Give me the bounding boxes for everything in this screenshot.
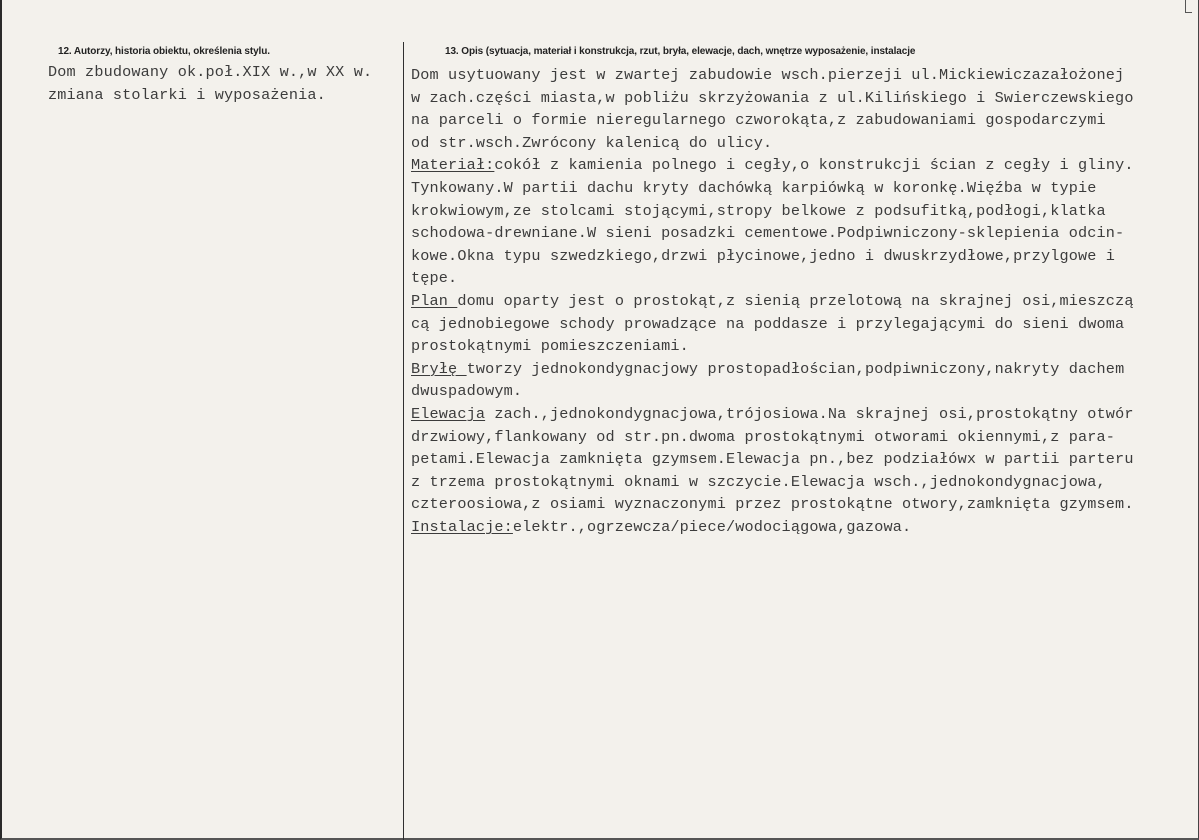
line-text: tworzy jednokondygnacjowy prostopadłościan,podpiwniczony,nakryty dachem (466, 359, 1125, 378)
line-text: domu oparty jest o prostokąt,z sienią przelotową na skrajnej osi,mieszczą (457, 291, 1134, 310)
line-text: dwuspadowym. (411, 382, 523, 401)
line-text: drzwiowy,flankowany od str.pn.dwoma prostokątnymi otworami okiennymi,z para- (411, 427, 1116, 446)
line-text: Dom usytuowany jest w zwartej zabudowie wsch.pierzeji ul.Mickiewiczazałożonej (411, 66, 1125, 84)
line-text: elektr.,ogrzewcza/piece/wodociągowa,gazowa. (512, 517, 912, 536)
line-text: Tynkowany.W partii dachu kryty dachówką karpiówką w koronkę.Więźba w typie (411, 178, 1097, 197)
text-line: zmiana stolarki i wyposażenia. (48, 85, 326, 104)
section-13-header: 13. Opis (sytuacja, materiał i konstrukcja, rzut, bryła, elewacje, dach, wnętrze wyposażenie, instalacje (445, 46, 916, 57)
line-text: schodowa-drewniane.W sieni posadzki cementowe.Podpiwniczony-sklepienia odcin- (411, 224, 1125, 243)
section-13-text (411, 64, 1197, 538)
text-line (411, 222, 1197, 245)
text-line (411, 335, 1197, 358)
card-corner-mark (1185, 0, 1192, 13)
label-elewacja: Elewacja (411, 404, 486, 423)
line-text: na parceli o formie nieregularnego czworokąta,z zabudowaniami gospodarczymi (411, 111, 1106, 130)
line-text: czteroosiowa,z osiami wyznaczonymi przez prostokątne otwory,zamknięta gzymsem. (411, 495, 1134, 514)
line-text: w zach.części miasta,w pobliżu skrzyżowania z ul.Kilińskiego i Swierczewskiego (411, 88, 1134, 107)
text-line (411, 132, 1197, 155)
text-line (411, 403, 1197, 426)
text-line (411, 380, 1197, 403)
line-text: cą jednobiegowe schody prowadzące na poddasze i przylegającymi do sieni dwoma (411, 314, 1125, 333)
section-12-header: 12. Autorzy, historia obiektu, określenia stylu. (58, 46, 270, 57)
label-bryla: Bryłę (411, 359, 467, 378)
section-12-text (48, 61, 400, 106)
text-line (411, 426, 1197, 449)
label-instalacje: Instalacje: (411, 517, 513, 536)
text-line (411, 358, 1197, 381)
text-line (411, 448, 1197, 471)
text-line (411, 200, 1197, 223)
line-text: petami.Elewacja zamknięta gzymsem.Elewacja pn.,bez podziałówx w partii parteru (411, 450, 1134, 469)
text-line (411, 290, 1197, 313)
text-line: Dom zbudowany ok.poł.XIX w.,w XX w. (48, 63, 373, 81)
line-text: kowe.Okna typu szwedzkiego,drzwi płycinowe,jedno i dwuskrzydłowe,przylgowe i (411, 246, 1116, 265)
text-line (411, 64, 1197, 87)
line-text: tępe. (411, 269, 458, 288)
line-text: od str.wsch.Zwrócony kalenicą do ulicy. (411, 133, 773, 152)
line-text: krokwiowym,ze stolcami stojącymi,stropy belkowe z podsufitką,podłogi,klatka (411, 201, 1106, 220)
line-text: zach.,jednokondygnacjowa,trójosiowa.Na skrajnej osi,prostokątny otwór (485, 404, 1134, 423)
label-plan: Plan (411, 291, 458, 310)
text-line (411, 516, 1197, 539)
text-line (411, 245, 1197, 268)
text-line (411, 87, 1197, 110)
column-divider (403, 42, 404, 840)
text-line (411, 313, 1197, 336)
label-material: Materiał: (411, 156, 495, 175)
text-line (411, 154, 1197, 177)
text-line (411, 493, 1197, 516)
text-line (411, 177, 1197, 200)
text-line (411, 471, 1197, 494)
line-text: prostokątnymi pomieszczeniami. (411, 337, 689, 356)
text-line (411, 109, 1197, 132)
line-text: cokół z kamienia polnego i cegły,o konstrukcji ścian z cegły i gliny. (494, 156, 1134, 175)
text-line (411, 267, 1197, 290)
line-text: z trzema prostokątnymi oknami w szczycie.Elewacja wsch.,jednokondygnacjowa, (411, 472, 1106, 491)
